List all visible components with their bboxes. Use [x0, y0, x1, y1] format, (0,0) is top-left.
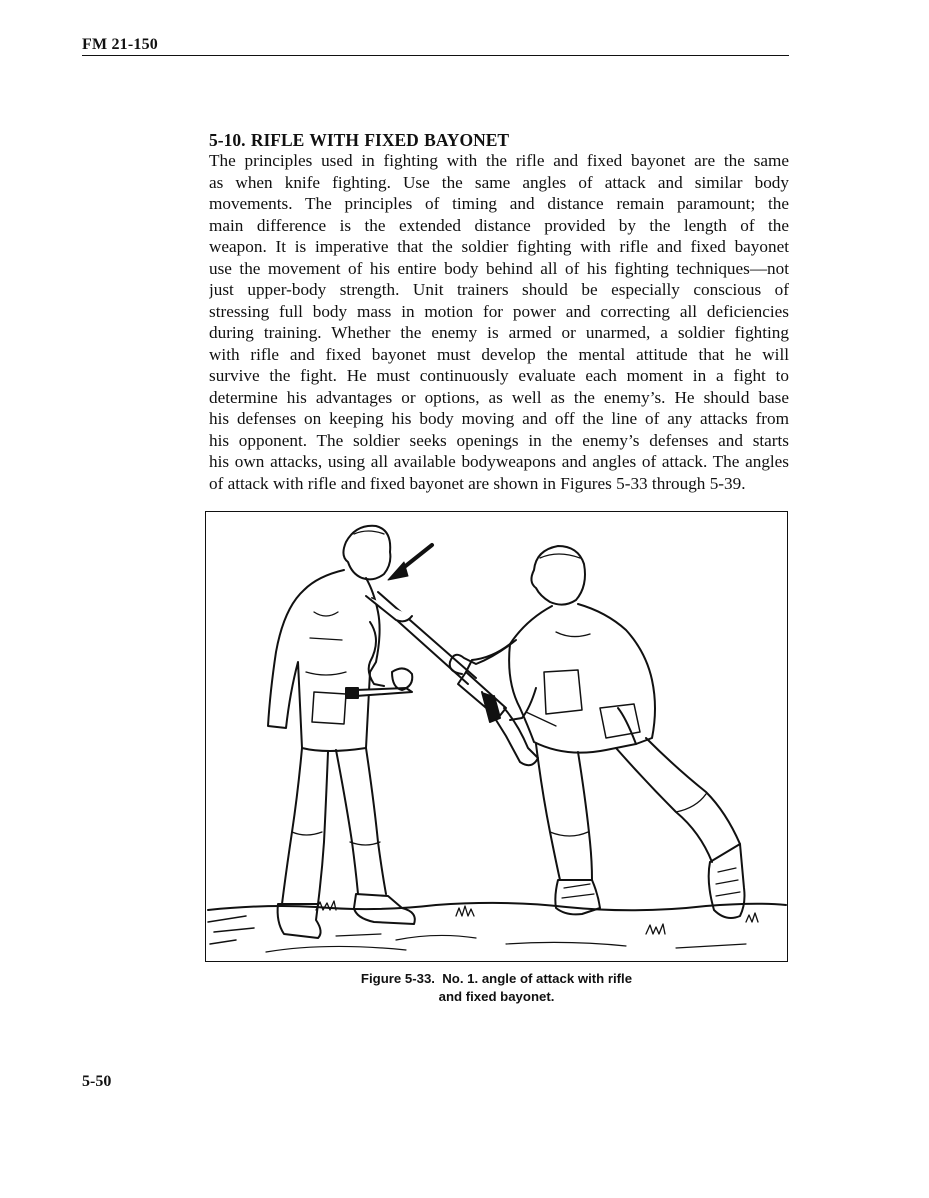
paragraph-line: of attack with rifle and fixed bayonet are shown in Figures 5-33 through 5-39. — [209, 473, 746, 493]
paragraph-line: use the movement of his entire body behind all of his fighting techniques—not — [209, 258, 789, 278]
defending-soldier — [268, 526, 415, 938]
paragraph-line: weapon. It is imperative that the soldier fighting with rifle and fixed bayonet — [209, 237, 789, 256]
paragraph-line: his opponent. The soldier seeks openings in the enemy’s defenses and starts — [209, 430, 789, 450]
figure-caption — [205, 970, 788, 1006]
section-heading: 5-10. RIFLE WITH FIXED BAYONET — [209, 130, 510, 150]
body-paragraph — [209, 150, 789, 494]
page-number: 5-50 — [82, 1073, 112, 1090]
paragraph-line: stressing full body mass in motion for power and correcting all deficiencies — [209, 301, 789, 321]
paragraph-line: determine his advantages or options, as well as the enemy’s. He should base — [209, 387, 789, 407]
paragraph-line: his defenses on keeping his body moving and off the line of any attacks from — [209, 409, 789, 428]
attacking-soldier — [450, 546, 745, 918]
paragraph-line: as when knife fighting. Use the same angles of attack and similar body — [209, 172, 789, 192]
attack-arrow-icon — [388, 545, 432, 580]
paragraph-line: survive the fight. He must continuously evaluate each moment in a fight to — [209, 366, 789, 385]
figure-caption-line: and fixed bayonet. — [438, 989, 555, 1004]
paragraph-line: during training. Whether the enemy is armed or unarmed, a soldier fighting — [209, 323, 789, 342]
figure-caption-line: Figure 5-33. No. 1. angle of attack with rifle — [360, 971, 633, 986]
ground — [208, 901, 786, 952]
document-id: FM 21-150 — [82, 36, 159, 53]
header-rule — [82, 55, 789, 56]
paragraph-line: his own attacks, using all available bodyweapons and angles of attack. The angles — [209, 452, 789, 471]
paragraph-line: with rifle and fixed bayonet must develop the mental attitude that he will — [209, 344, 789, 364]
paragraph-line: just upper-body strength. Unit trainers should be especially conscious of — [209, 280, 789, 299]
paragraph-line: movements. The principles of timing and distance remain paramount; the — [209, 194, 789, 213]
paragraph-line: The principles used in fighting with the rifle and fixed bayonet are the same — [209, 151, 789, 170]
figure-illustration — [205, 511, 788, 962]
paragraph-line: main difference is the extended distance provided by the length of the — [209, 215, 789, 235]
